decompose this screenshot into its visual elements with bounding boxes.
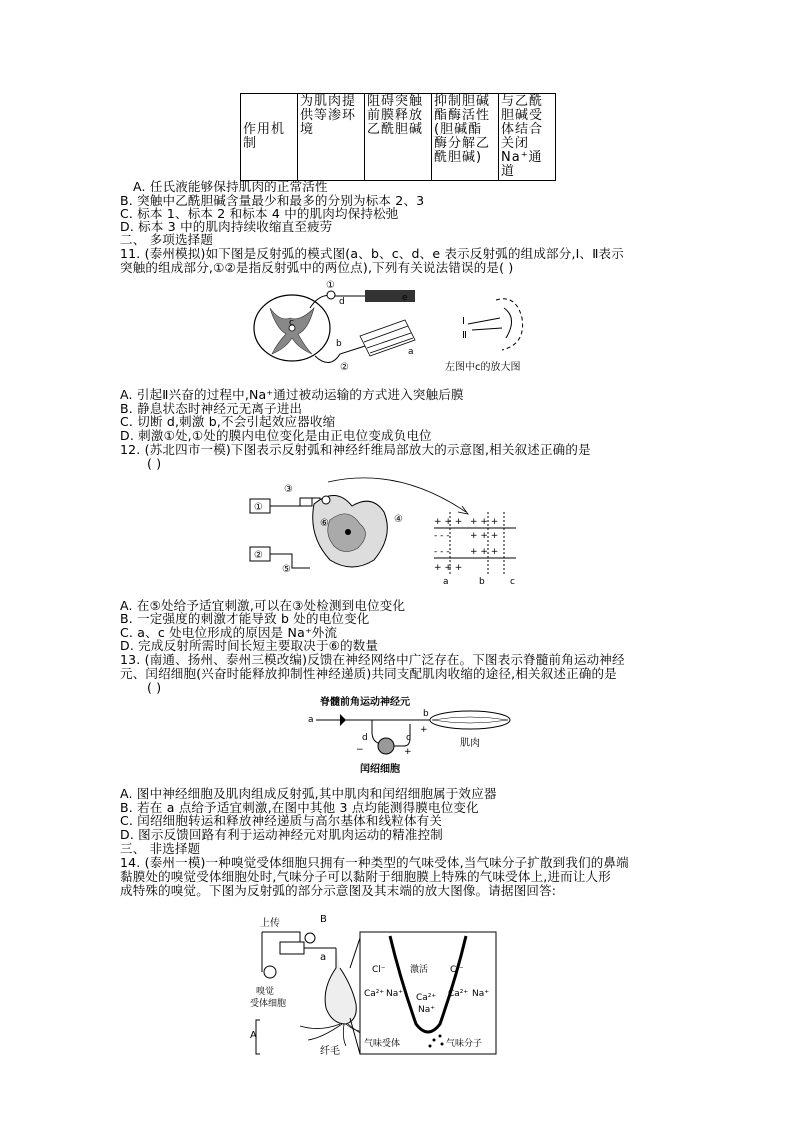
q14-label-a: a: [320, 952, 327, 963]
q13-label-renshaw: 闰绍细胞: [360, 764, 400, 775]
q14-label-B: B: [320, 914, 327, 925]
q12-label-c: c: [510, 577, 515, 587]
renshaw-cell: [378, 738, 394, 754]
q14-label-upload: 上传: [260, 918, 280, 929]
q13-label-plus-c: +: [404, 747, 412, 757]
q12-option-d: D. 完成反射所需时间长短主要取决于⑥的数量: [120, 638, 379, 653]
q12-label-b: b: [479, 577, 485, 587]
q12-label-2: ②: [254, 550, 263, 561]
q11-option-b: B. 静息状态时神经元无离子进出: [120, 401, 303, 416]
q12-label-4: ④: [394, 514, 403, 525]
q12-label-a: a: [443, 577, 449, 587]
q11-label-1: ①: [326, 280, 335, 291]
receptor-cell: [325, 948, 356, 1024]
q14-label-ca-right: Ca²⁺: [448, 989, 469, 999]
effector-muscle: [360, 320, 415, 356]
q14-label-cell1: 嗅觉: [256, 987, 275, 997]
q14-label-cell2: 受体细胞: [250, 999, 287, 1009]
q14-label-ca-mid: Ca²⁺: [416, 993, 437, 1003]
q11-option-d: D. 刺激①处,①处的膜内电位变化是由正电位变成负电位: [120, 428, 432, 443]
q11-label-a: a: [408, 347, 414, 357]
q12-stem-line1: 12. (苏北四市一模)下图表示反射弧和神经纤维局部放大的示意图,相关叙述正确的是: [120, 442, 591, 457]
q14-label-na-mid: Na⁺: [418, 1005, 435, 1015]
q11-label-b: b: [336, 339, 342, 349]
q11-label-d: d: [339, 297, 345, 307]
q14-stem-line2: 黏膜处的嗅觉受体细胞处时,气味分子可以黏附于细胞膜上特殊的气味受体上,进而让人形: [120, 869, 611, 884]
q12-outer-plus-right: + + +: [470, 517, 499, 527]
q10-option-a: A. 任氏液能够保持肌肉的正常活性: [133, 179, 328, 194]
table-cell: 与乙酰胆碱受体结合关闭Na⁺通道: [499, 94, 556, 181]
q13-label-b: b: [423, 709, 429, 719]
q13-option-b: B. 若在 a 点给予适宜刺激,在图中其他 3 点均能测得膜电位变化: [120, 800, 479, 815]
q14-stem-line3: 成特殊的嗅觉。下图为反射弧的部分示意图及其末端的放大图像。请据图回答:: [120, 883, 557, 898]
q14-label-ca-left: Ca²⁺: [364, 989, 385, 999]
q11-stem-line1: 11. (泰州模拟)如下图是反射弧的模式图(a、b、c、d、e 表示反射弧的组成部分,Ⅰ、Ⅱ表示: [120, 246, 624, 261]
q11-label-c: c: [289, 318, 294, 328]
q12-label-1: ①: [254, 502, 263, 513]
q11-label-e: e: [402, 293, 408, 303]
q13-stem-line1: 13. (南通、扬州、泰州三模改编)反馈在神经网络中广泛存在。下图表示脊髓前角运动神经: [120, 652, 625, 667]
q12-outer-plus-bottom: + + +: [434, 563, 463, 573]
q12-inner-minus-left: - - -: [434, 531, 450, 541]
q13-label-a: a: [308, 715, 314, 725]
q14-label-A: A: [250, 1030, 257, 1041]
q14-label-na-left: Na⁺: [386, 989, 403, 999]
table-row-label: 作用机制: [241, 94, 298, 181]
table-cell: 为肌肉提供等渗环境: [298, 94, 365, 181]
table-row: [241, 94, 556, 181]
muscle-shape: [430, 711, 510, 729]
q12-option-b: B. 一定强度的刺激才能导致 b 处的电位变化: [120, 611, 370, 626]
q13-label-muscle: 肌肉: [460, 738, 480, 749]
q12-option-c: C. a、c 处电位形成的原因是 Na⁺外流: [120, 625, 338, 640]
q12-reflex-figure: [248, 476, 528, 588]
mechanism-table: [240, 93, 556, 181]
q10-option-d: D. 标本 3 中的肌肉持续收缩直至疲劳: [120, 219, 333, 234]
q13-feedback-figure: [300, 694, 526, 776]
q11-stem-line2: 突触的组成部分,①②是指反射弧中的两位点),下列有关说法错误的是( ): [120, 260, 514, 275]
q14-label-receptor: 气味受体: [364, 1039, 401, 1049]
q12-inner-plus-low: + + +: [470, 547, 499, 557]
q13-label-neuron: 脊髓前角运动神经元: [320, 697, 410, 708]
spinal-cord-section: [254, 295, 330, 361]
q13-label-c: c: [406, 733, 411, 743]
q11-option-a: A. 引起Ⅱ兴奋的过程中,Na⁺通过被动运输的方式进入突触后膜: [120, 387, 464, 402]
q11-reflex-arc-figure: [240, 278, 560, 382]
q14-stem-line1: 14. (泰州一模)一种嗅觉受体细胞只拥有一种类型的气味受体,当气味分子扩散到我们的鼻端: [120, 855, 629, 870]
q14-label-cl-left: Cl⁻: [372, 965, 386, 975]
q12-label-3: ③: [284, 484, 293, 495]
q10-option-c: C. 标本 1、标本 2 和标本 4 中的肌肉均保持松弛: [120, 206, 399, 221]
synapse-box: [280, 942, 304, 954]
q11-caption: 左图中c的放大图: [445, 362, 521, 373]
q14-label-cilia: 纤毛: [320, 1046, 340, 1057]
q11-label-I: Ⅰ: [462, 316, 465, 327]
q13-option-d: D. 图示反馈回路有利于运动神经元对肌肉运动的精准控制: [120, 827, 443, 842]
table-cell: 阻碍突触前膜释放乙酰胆碱: [365, 94, 432, 181]
section-2-heading: 二、 多项选择题: [120, 232, 214, 247]
q14-label-odor: 气味分子: [446, 1039, 483, 1049]
q13-stem-line2: 元、闰绍细胞(兴奋时能释放抑制性神经递质)共同支配肌肉收缩的途径,相关叙述正确的是: [120, 666, 617, 681]
q12-label-5: ⑤: [282, 564, 291, 575]
q12-spinal-cord: [313, 495, 388, 567]
q13-option-a: A. 图中神经细胞及肌肉组成反射弧,其中肌肉和闰绍细胞属于效应器: [120, 786, 497, 801]
q12-label-6: ⑥: [320, 518, 329, 529]
q12-stem-line2: ( ): [147, 456, 162, 471]
section-3-heading: 三、 非选择题: [120, 841, 201, 856]
q14-label-cl-right: Cl⁻: [450, 965, 464, 975]
q11-label-2: ②: [340, 362, 349, 373]
q12-outer-plus-left: + + +: [434, 517, 463, 527]
q12-inner-minus-low: - - -: [434, 547, 450, 557]
q12-inner-plus-mid: + + +: [470, 531, 499, 541]
q10-option-b: B. 突触中乙酰胆碱含量最少和最多的分别为标本 2、3: [120, 193, 425, 208]
neuron-body: [340, 714, 346, 726]
arrow-up-circle: [264, 966, 276, 978]
q14-olfactory-figure: [250, 908, 500, 1058]
q14-label-activate: 激活: [410, 965, 429, 975]
q11-label-II: Ⅱ: [462, 330, 467, 341]
q13-stem-line3: ( ): [147, 680, 162, 695]
q13-label-d: d: [362, 733, 368, 743]
q11-option-c: C. 切断 d,刺激 b,不会引起效应器收缩: [120, 414, 336, 429]
q13-label-minus: −: [356, 745, 364, 755]
q13-label-plus-b: +: [420, 725, 428, 735]
table-cell: 抑制胆碱酯酶活性(胆碱酯酶分解乙酰胆碱): [432, 94, 499, 181]
q12-option-a: A. 在⑤处给予适宜刺激,可以在③处检测到电位变化: [120, 598, 406, 613]
q13-option-c: C. 闰绍细胞转运和释放神经递质与高尔基体和线粒体有关: [120, 813, 443, 828]
q14-label-na-right: Na⁺: [472, 989, 489, 999]
